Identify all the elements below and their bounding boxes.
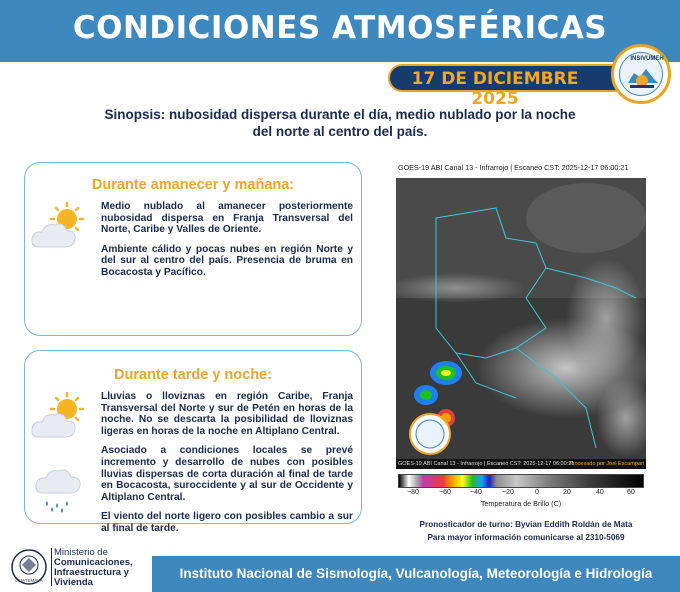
afternoon-body (101, 391, 353, 543)
satellite-strip-text: GOES-19 ABI Canal 13 - Infrarrojo | Escaneo CST: 2025-12-17 06:00:21 (398, 461, 575, 467)
afternoon-paragraph-3: El viento del norte ligero con posibles cambio a sur al final de tarde. (101, 511, 353, 534)
satellite-info-strip (396, 459, 646, 469)
partly-cloudy-icon (29, 201, 89, 253)
ministry-line-4: Vivienda (54, 577, 93, 588)
satellite-caption: GOES-19 ABI Canal 13 - Infrarrojo | Escaneo CST: 2025-12-17 06:00:21 (398, 163, 629, 172)
ministry-line-1: Ministerio de (54, 547, 108, 558)
insivumeh-logo (611, 44, 671, 104)
logo-text: INSIVUMEH (630, 56, 664, 62)
ministry-divider (51, 548, 52, 586)
morning-title: Durante amanecer y mañana: (91, 177, 295, 193)
satellite-processor-text: Procesado por Joel Escampari (569, 461, 644, 467)
synopsis (80, 106, 600, 140)
ministry-line-2: Comunicaciones, (54, 557, 133, 568)
morning-paragraph-1: Medio nublado al amanecer posteriormente nubosidad dispersa en Franja Transversal del Norte, Caribe y Valles de Oriente. (101, 201, 353, 236)
afternoon-title: Durante tarde y noche: (114, 367, 272, 383)
ministry-line-3: Infraestructura y (54, 567, 129, 578)
colorbar-tick: −60 (439, 489, 451, 496)
rain-cloud-icon (35, 463, 85, 513)
colorbar-tick: 20 (563, 489, 571, 496)
satellite-image (396, 178, 646, 468)
colorbar-tick: 40 (596, 489, 604, 496)
header-banner (0, 0, 680, 62)
synopsis-line-2: del norte al centro del país. (252, 124, 428, 139)
logo-globe-icon (620, 53, 664, 97)
date-label: 17 DE DICIEMBRE 2025 (411, 69, 579, 109)
partly-cloudy-icon (29, 391, 89, 443)
forecaster-name: Pronosticador de turno: Byvian Eddith Roldán de Mata (419, 520, 633, 529)
colorbar-tick-labels (398, 489, 644, 499)
footer-banner (152, 556, 680, 592)
date-banner (388, 64, 618, 109)
synopsis-line-1: Sinopsis: nubosidad dispersa durante el día, medio nublado por la noche (104, 107, 576, 122)
colorbar-title: Temperatura de Brillo (C) (480, 499, 562, 508)
afternoon-paragraph-2: Asociado a condiciones locales se prevé incremento y desarrollo de nubes con posibles lluvias dispersas de corta duración al final de tarde en Bocacosta, suroccidente y al sur de Occidente y Altiplano Central. (101, 445, 353, 503)
temperature-colorbar (398, 474, 644, 488)
colorbar-tick: −20 (502, 489, 514, 496)
logo-emblem (619, 52, 663, 96)
seal-text: GUATEMALA (15, 578, 43, 583)
afternoon-paragraph-1: Lluvias o lloviznas en región Caribe, Franja Transversal del Norte y sur de Petén en horas de la noche. No se descarta la posibilidad de lloviznas ligeras en horas de la noche en Altiplano Central. (101, 391, 353, 437)
contact-info: Para mayor información comunicarse al 2310-5069 (427, 533, 625, 542)
page-title: CONDICIONES ATMOSFÉRICAS (72, 10, 608, 46)
forecaster-info (386, 518, 666, 544)
morning-paragraph-2: Ambiente cálido y pocas nubes en región Norte y del sur al centro del país. Presencia de bruma en Bocacosta y Pacífico. (101, 243, 353, 278)
colorbar-tick: 0 (535, 489, 539, 496)
ministry-logo (10, 546, 150, 590)
colorbar-tick: −40 (470, 489, 482, 496)
morning-body (101, 201, 353, 287)
afternoon-card (24, 350, 362, 534)
morning-card (24, 162, 362, 336)
colorbar-tick: 60 (627, 489, 635, 496)
satellite-map-graphic (396, 178, 646, 468)
footer-text: Instituto Nacional de Sismología, Vulcanología, Meteorología e Hidrología (179, 566, 653, 581)
colorbar-tick: −80 (407, 489, 419, 496)
